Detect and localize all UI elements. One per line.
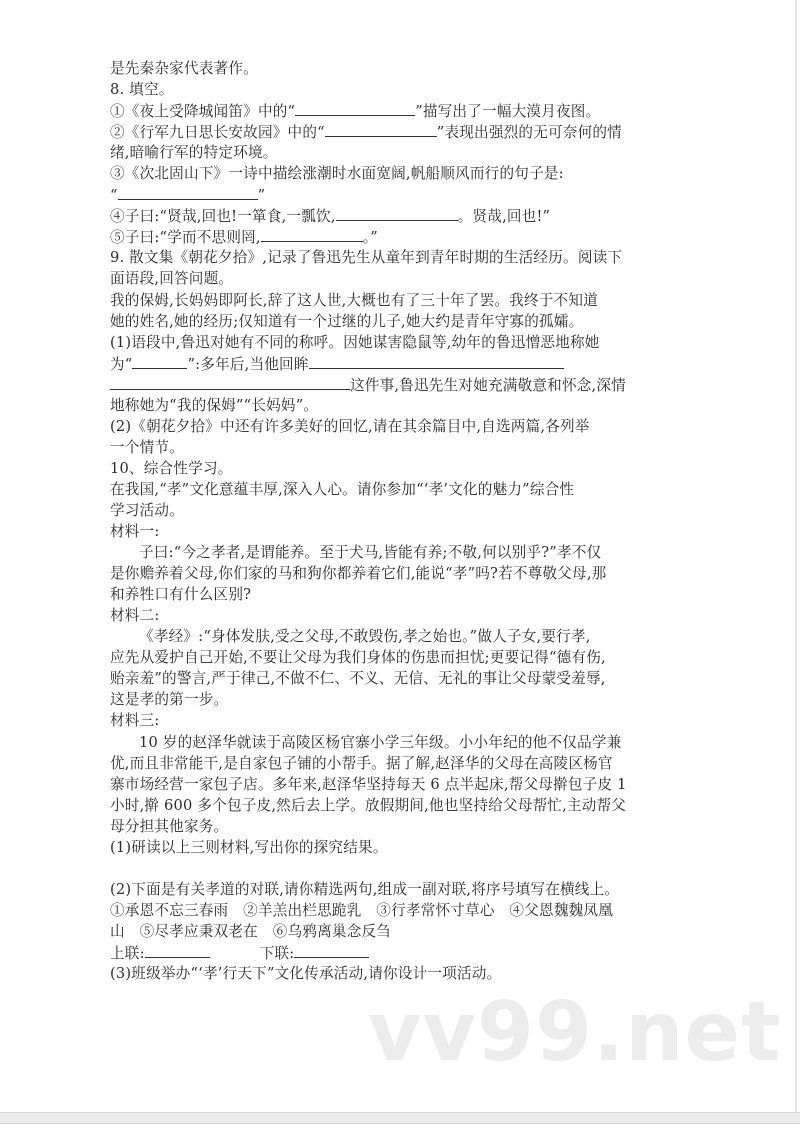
question-10-sub-3: (3)班级举办“‘孝’行天下”文化传承活动,请你设计一项活动。 [110, 964, 502, 982]
passage-line: 我的保姆,长妈妈即阿长,辞了这人世,大概也有了三十年了罢。我终于不知道 [110, 291, 598, 309]
couplet-options: ①承恩不忘三春雨 ②羊羔出栏思跪乳 ③行孝常怀寸草心 ④父恩魏魏凤凰 [110, 901, 613, 919]
text-segment: ②《行军九日思长安故园》中的“ [110, 124, 325, 142]
question-9-sub-2: (2)《朝花夕拾》中还有许多美好的回忆,请在其余篇目中,自选两篇,各列举 [110, 417, 590, 435]
text-segment: ”表现出强烈的无可奈何的情 [436, 124, 622, 142]
material-3-label: 材料三: [110, 712, 160, 730]
upper-couplet-label: 上联: [110, 944, 145, 962]
text-line: 是先秦杂家代表著作。 [110, 60, 258, 77]
answer-blank[interactable] [295, 100, 415, 116]
text-segment: ”:多年后,当他回眸 [187, 355, 309, 373]
text-segment: 这件事,鲁迅先生对她充满敬意和怀念,深情 [350, 376, 626, 394]
material-3-line: 小时,擀 600 多个包子皮,然后去上学。放假期间,他也坚持给父母帮忙,主动帮父 [110, 796, 627, 814]
lower-couplet-blank[interactable] [294, 942, 369, 958]
material-2-line: 这是孝的第一步。 [110, 691, 229, 709]
material-2-line: 应先从爱护自己开始,不要让父母为我们身体的伤患而担忧;更要记得“德有伤, [110, 649, 606, 667]
question-10-sub-2: (2)下面是有关孝道的对联,请你精选两句,组成一副对联,将序号填写在横线上。 [110, 880, 620, 898]
text-segment: ④子曰:“贤哉,回也!一箪食,一瓢饮, [110, 208, 336, 226]
question-8-item-4 [110, 205, 695, 226]
material-2-line: 《孝经》:“身体发肤,受之父母,不敢毁伤,孝之始也。”做人子女,要行孝, [139, 628, 591, 646]
answer-blank[interactable] [261, 226, 363, 242]
question-8-item-5 [110, 226, 695, 247]
text-segment: ⑤子曰:“学而不思则罔, [110, 229, 261, 247]
question-9-sub-1: (1)语段中,鲁迅对她有不同的称呼。因她谋害隐鼠等,幼年的鲁迅憎恶地称她 [110, 333, 600, 351]
material-3-line: 寨市场经营一家包子店。多年来,赵泽华坚持每天 6 点半起床,帮父母擀包子皮 1 [110, 775, 627, 793]
text-line: 面语段,回答问题。 [110, 270, 234, 288]
answer-space[interactable] [110, 858, 695, 879]
text-segment: ①《夜上受降城闻笛》中的“ [110, 103, 296, 121]
text-segment: 为“ [110, 355, 133, 373]
material-2-line: 贻亲羞”的警言,严于律己,不做不仁、不义、无信、无礼的事让父母蒙受羞辱, [110, 670, 606, 688]
material-1-line: 和养牲口有什么区别? [110, 586, 252, 604]
lower-couplet-label: 下联: [259, 944, 295, 962]
text-line: 一个情节。 [110, 438, 184, 456]
page-separator [0, 1112, 800, 1124]
material-1-label: 材料一: [110, 523, 160, 541]
page-content [110, 58, 695, 984]
answer-blank[interactable] [118, 184, 258, 200]
answer-blank[interactable] [309, 353, 564, 369]
text-line: 在我国,“孝”文化意蕴丰厚,深入人心。请你参加“‘孝’文化的魅力”综合性 [110, 480, 575, 498]
material-3-line: 优,而且非常能干,是自家包子铺的小帮手。据了解,赵泽华的父母在高陵区杨官 [110, 754, 613, 772]
couplet-answer-line [110, 942, 695, 963]
text-line: 绪,暗喻行军的特定环境。 [110, 144, 278, 162]
text-segment: 。” [362, 229, 378, 247]
upper-couplet-blank[interactable] [145, 942, 210, 958]
text-segment: ” [257, 187, 266, 205]
answer-blank[interactable] [110, 374, 350, 390]
answer-blank[interactable] [325, 121, 437, 137]
question-10-sub-1: (1)研读以上三则材料,写出你的探究结果。 [110, 838, 388, 856]
question-8-item-3: ③《次北固山下》一诗中描绘涨潮时水面宽阔,帆船顺风而行的句子是: [110, 165, 564, 183]
material-3-line: 母分担其他家务。 [110, 817, 229, 835]
couplet-options: 山 ⑤尽孝应秉双老在 ⑥乌鸦离巢念反刍 [110, 922, 392, 940]
text-segment: “ [110, 187, 118, 205]
text-segment: ”描写出了一幅大漠月夜图。 [415, 103, 601, 121]
question-8-item-3-blank-line [110, 184, 695, 205]
answer-blank[interactable] [132, 353, 187, 369]
material-3-line: 10 岁的赵泽华就读于高陵区杨官寨小学三年级。小小年纪的他不仅品学兼 [139, 733, 622, 751]
next-page-top [0, 1124, 800, 1137]
question-8-item-2 [110, 121, 695, 142]
answer-blank[interactable] [336, 205, 458, 221]
question-10-title: 10、综合性学习。 [110, 459, 233, 477]
question-9-sub-1-blank-line [110, 353, 695, 374]
question-9-sub-1-blank-line-2 [110, 374, 695, 395]
material-2-label: 材料二: [110, 607, 160, 625]
material-1-line: 子曰:“今之孝者,是谓能养。至于犬马,皆能有养;不敬,何以别乎?”孝不仅 [139, 544, 602, 562]
text-line: 学习活动。 [110, 501, 184, 519]
passage-line: 她的姓名,她的经历;仅知道有一个过继的儿子,她大约是青年守寡的孤孀。 [110, 312, 584, 330]
text-segment: 。贤哉,回也!” [457, 208, 551, 226]
material-1-line: 是你赡养着父母,你们家的马和狗你都养着它们,能说“孝”吗?若不尊敬父母,那 [110, 565, 607, 583]
question-9-title: 9. 散文集《朝花夕拾》,记录了鲁迅先生从童年到青年时期的生活经历。阅读下 [110, 249, 623, 267]
question-8-item-1 [110, 100, 695, 121]
question-8-title: 8. 填空。 [110, 81, 174, 99]
text-line: 地称她为“我的保姆”“长妈妈”。 [110, 396, 319, 414]
watermark: vv99.net [368, 985, 782, 1080]
